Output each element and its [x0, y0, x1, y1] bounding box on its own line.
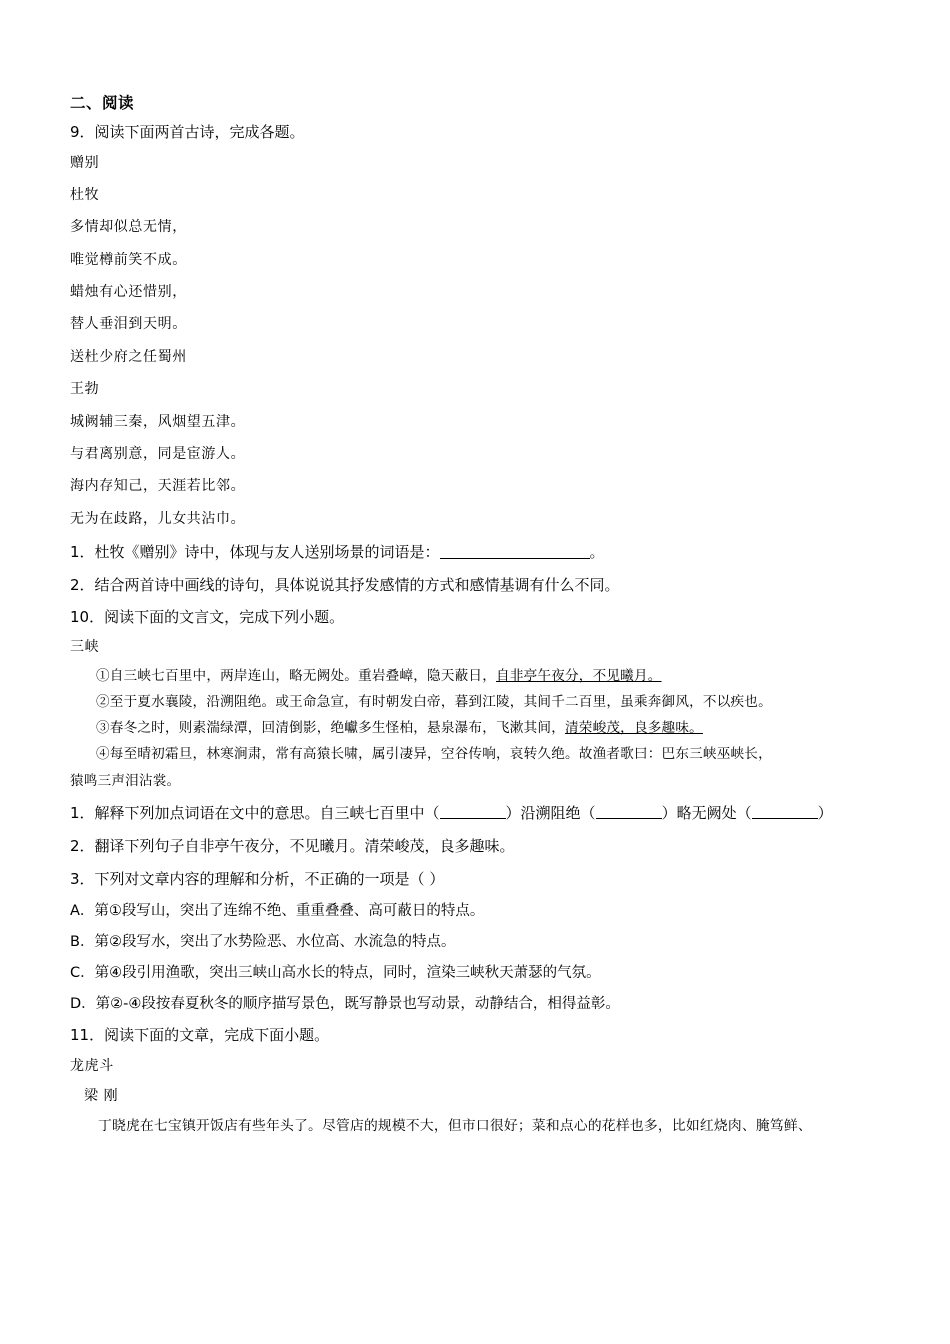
question-10-sub-1-a: 1．解释下列加点词语在文中的意思。自三峡七百里中（ [70, 803, 440, 822]
poem-2-line-4: 无为在歧路，儿女共沾巾。 [70, 510, 246, 527]
poem-2-line-2: 与君离别意，同是宦游人。 [70, 446, 246, 463]
poem-2 [70, 346, 888, 530]
section-heading: 二、阅读 [70, 94, 135, 112]
reading-text-title: 龙虎斗 [70, 1057, 114, 1074]
classical-para-3 [70, 717, 888, 739]
question-11-stem: 11．阅读下面的文章，完成下面小题。 [70, 1026, 330, 1045]
option-d[interactable]: D．第②-④段按春夏秋冬的顺序描写景色，既写静景也写动景，动静结合，相得益彰。 [70, 996, 620, 1013]
classical-para-4-plain: ④每至晴初霜旦，林寒涧肃，常有高猿长啸，属引凄异，空谷传响，哀转久绝。故渔者歌曰：巴东三峡巫峡长， [96, 746, 772, 763]
question-10-sub-1 [70, 801, 888, 825]
classical-para-3-plain: ③春冬之时，则素湍绿潭，回清倒影，绝巘多生怪柏，悬泉瀑布，飞漱其间， [96, 720, 565, 737]
poem-1-line-1: 多情却似总无情， [70, 219, 187, 236]
question-9-stem: 9．阅读下面两首古诗，完成各题。 [70, 123, 305, 142]
answer-blank[interactable] [596, 806, 662, 819]
poem-1 [70, 152, 888, 336]
classical-para-1-plain: ①自三峡七百里中，两岸连山，略无阙处。重岩叠嶂，隐天蔽日， [96, 668, 497, 685]
classical-text-title: 三峡 [70, 639, 100, 656]
poem-1-title: 赠别 [70, 154, 100, 171]
question-9-sub-1-text: 1．杜牧《赠别》诗中，体现与友人送别场景的词语是： [70, 543, 440, 562]
poem-1-line-2: 唯觉樽前笑不成。 [70, 251, 187, 268]
reading-text-author: 梁 刚 [84, 1087, 119, 1104]
classical-para-4 [70, 743, 888, 765]
poem-2-author: 王勃 [70, 381, 100, 398]
question-10-sub-2: 2．翻译下列句子自非亭午夜分，不见曦月。清荣峻茂，良多趣味。 [70, 836, 515, 855]
question-10-stem: 10．阅读下面的文言文，完成下列小题。 [70, 608, 345, 627]
poem-2-title: 送杜少府之任蜀州 [70, 348, 187, 365]
question-9-sub-2: 2．结合两首诗中画线的诗句，具体说说其抒发感情的方式和感情基调有什么不同。 [70, 576, 620, 595]
poem-2-line-3: 海内存知己，天涯若比邻。 [70, 478, 246, 495]
poem-1-line-4: 替人垂泪到天明。 [70, 316, 187, 333]
option-a[interactable]: A．第①段写山，突出了连绵不绝、重重叠叠、高可蔽日的特点。 [70, 902, 485, 919]
poem-1-line-3: 蜡烛有心还惜别， [70, 284, 187, 301]
poem-2-line-1: 城阙辅三秦，风烟望五津。 [70, 413, 246, 430]
classical-para-1-underlined: 自非亭午夜分，不见曦月。 [496, 668, 662, 685]
classical-para-3-underlined: 清荣峻茂，良多趣味。 [565, 720, 703, 737]
question-10-sub-1-d: ） [817, 803, 833, 822]
answer-blank[interactable] [752, 806, 818, 819]
classical-para-2-plain: ②至于夏水襄陵，沿溯阻绝。或王命急宣，有时朝发白帝，暮到江陵，其间千二百里，虽乘奔御风，不以疾也。 [96, 694, 772, 711]
answer-blank[interactable] [440, 806, 506, 819]
classical-para-1 [70, 665, 888, 687]
question-10-sub-1-c: ）略无阙处（ [661, 803, 752, 822]
question-10-sub-1-b: ）沿溯阻绝（ [505, 803, 596, 822]
question-9-sub-1-suffix: 。 [589, 543, 605, 562]
classical-para-2 [70, 691, 888, 713]
option-b[interactable]: B．第②段写水，突出了水势险恶、水位高、水流急的特点。 [70, 933, 456, 950]
question-10-sub-3: 3．下列对文章内容的理解和分析，不正确的一项是（ ） [70, 869, 445, 888]
poem-1-author: 杜牧 [70, 186, 100, 203]
answer-blank[interactable] [440, 544, 590, 559]
question-9-sub-1 [70, 540, 888, 564]
classical-para-4-continued: 猿鸣三声泪沾裳。 [70, 772, 181, 789]
option-c[interactable]: C．第④段引用渔歌，突出三峡山高水长的特点，同时，渲染三峡秋天萧瑟的气氛。 [70, 964, 601, 981]
reading-text-para-1: 丁晓虎在七宝镇开饭店有些年头了。尽管店的规模不大，但市口很好；菜和点心的花样也多，比如红烧肉、腌笃鲜、 [98, 1117, 812, 1134]
